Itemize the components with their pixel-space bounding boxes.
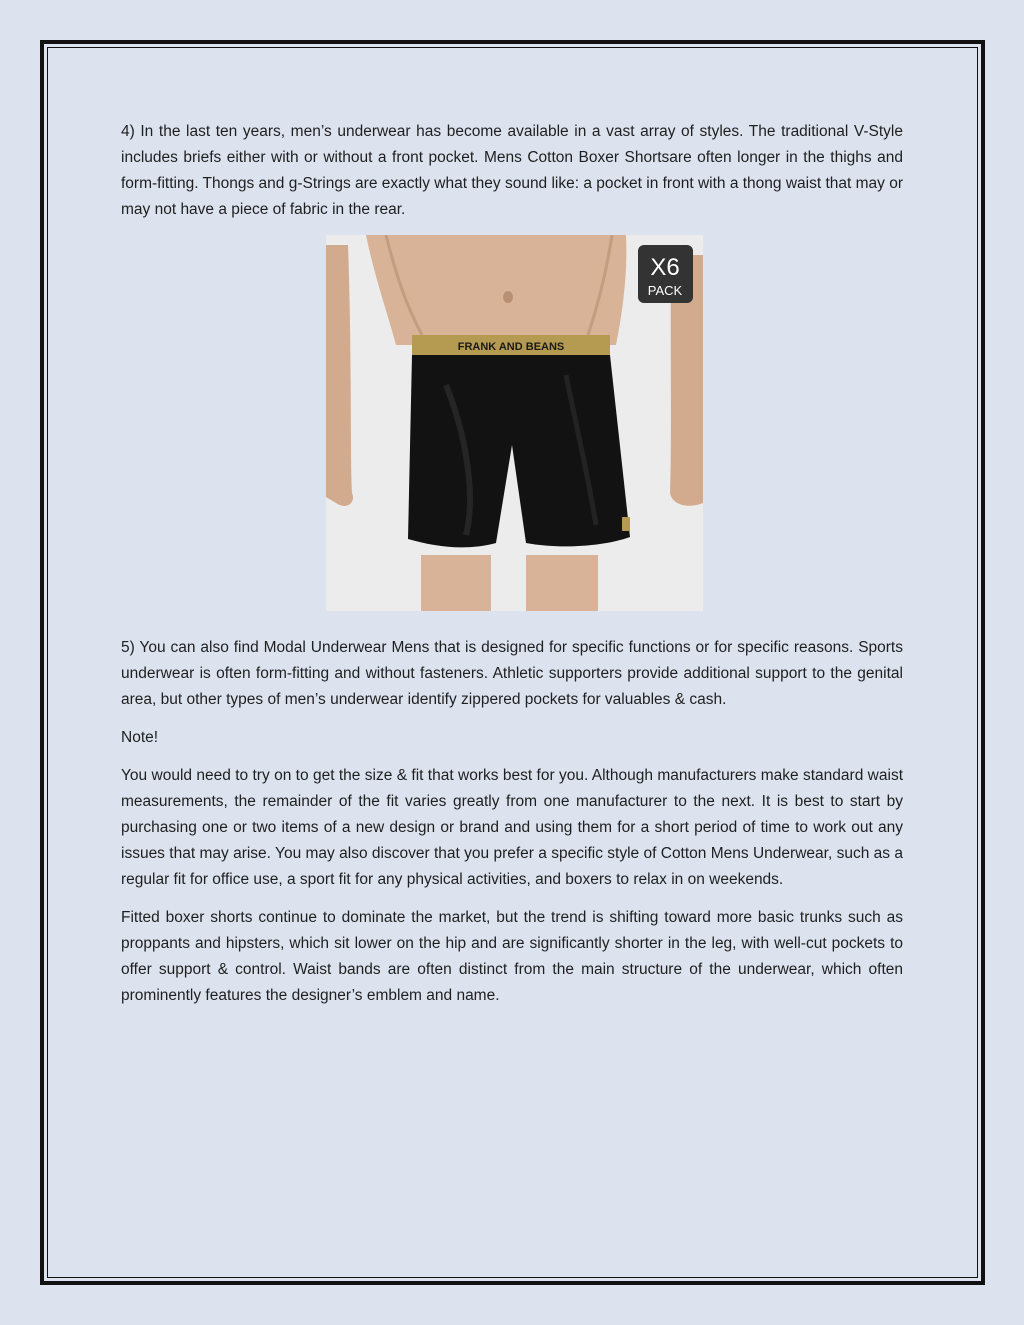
right-leg bbox=[526, 555, 598, 611]
paragraph-fit: You would need to try on to get the size & fit that works best for you. Although manufacturers make standard waist measurements, the remainder of the fit varies greatly from one manufacturer to the next. It is best to start by purchasing one or two items of a new design or brand and using them for a short period of time to work out any issues that may arise. You may also discover that you prefer a specific style of Cotton Mens Underwear, such as a regular fit for office use, a sport fit for any physical activities, and boxers to relax in on weekends. bbox=[121, 767, 903, 888]
product-image bbox=[326, 235, 703, 611]
shorts-tag bbox=[622, 517, 630, 531]
left-leg bbox=[421, 555, 491, 611]
paragraph-styles: 4) In the last ten years, men’s underwear has become available in a vast array of styles. The traditional V-Style includes briefs either with or without a front pocket. Mens Cotton Boxer Shortsare often longer in the thighs and form-fitting. Thongs and g-Strings are exactly what they sound like: a pocket in front with a thong waist that may or may not have a piece of fabric in the rear. bbox=[121, 123, 903, 218]
torso bbox=[366, 235, 626, 345]
pack-label: PACK bbox=[647, 283, 682, 298]
boxer-shorts-photo bbox=[326, 235, 703, 611]
note-heading: Note! bbox=[121, 729, 159, 746]
waistband-brand: FRANK AND BEANS bbox=[457, 341, 564, 353]
navel bbox=[503, 291, 513, 303]
left-arm bbox=[326, 245, 353, 506]
paragraph-trends: Fitted boxer shorts continue to dominate the market, but the trend is shifting toward more basic trunks such as proppants and hipsters, which sit lower on the hip and are significantly shorter in the leg, with well-cut pockets to offer support & control. Waist bands are often distinct from the main structure of the underwear, which often prominently features the designer’s emblem and name. bbox=[121, 909, 903, 1004]
paragraph-modal-underwear: 5) You can also find Modal Underwear Mens that is designed for specific functions or for specific reasons. Sports underwear is often form-fitting and without fasteners. Athletic supporters provide additional support to the genital area, but other types of men’s underwear identify zippered pockets for valuables & cash. bbox=[121, 639, 903, 708]
pack-count: X6 bbox=[649, 254, 680, 281]
document-body bbox=[121, 119, 903, 1021]
